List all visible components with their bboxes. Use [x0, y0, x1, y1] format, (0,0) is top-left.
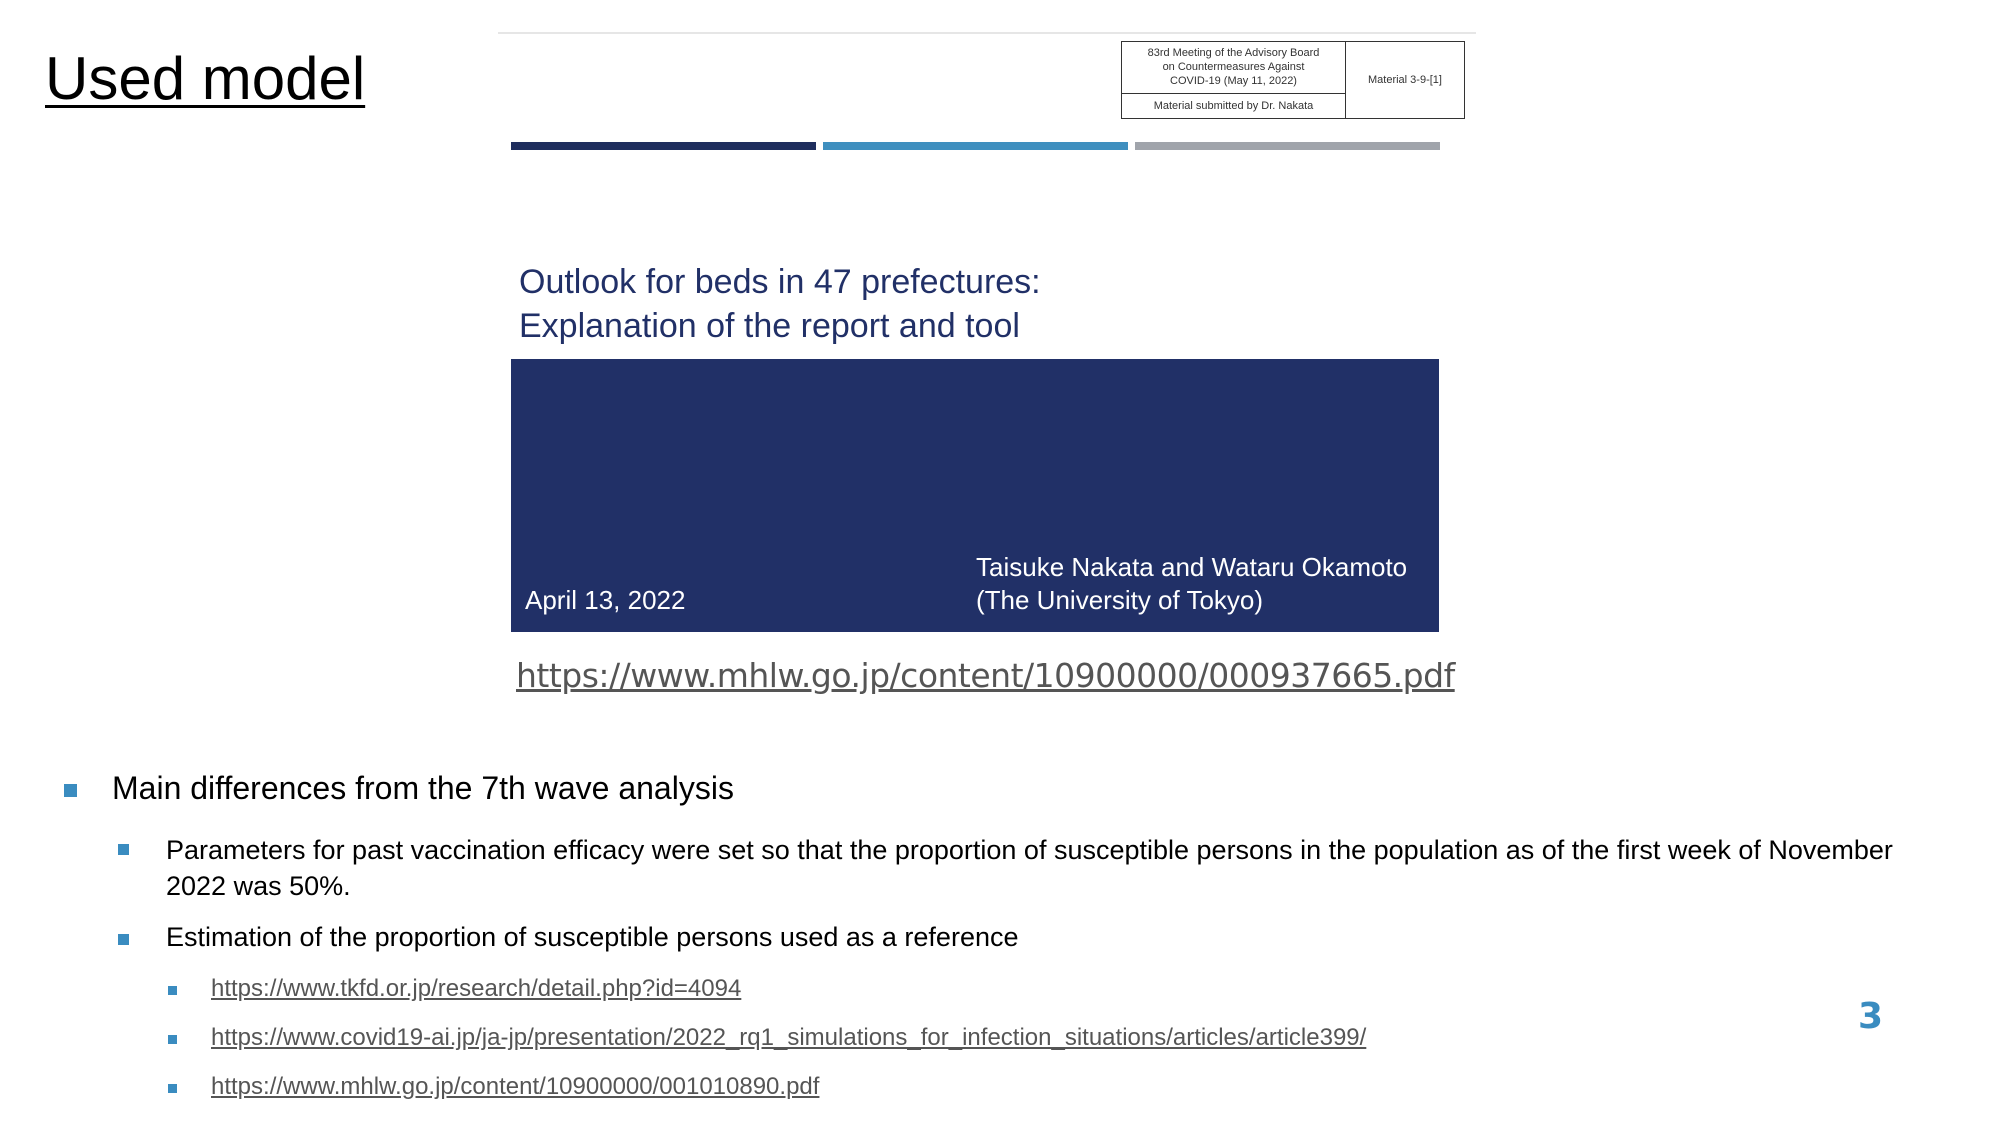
reference-link-3[interactable]: https://www.mhlw.go.jp/content/10900000/001010890.pdf	[211, 1073, 820, 1100]
presentation-date: April 13, 2022	[525, 585, 686, 615]
authors-line1: Taisuke Nakata and Wataru Okamoto	[976, 552, 1408, 582]
bullet-marker	[118, 844, 129, 855]
bullet-marker	[168, 1035, 177, 1044]
material-id: Material 3-9-[1]	[1368, 74, 1442, 86]
bullet-marker	[168, 986, 177, 995]
submitted-by: Material submitted by Dr. Nakata	[1153, 100, 1314, 112]
sub-bullet-2: Estimation of the proportion of susceptible persons used as a reference	[166, 922, 1019, 952]
bullet-marker	[168, 1084, 177, 1093]
decorative-bar-blue	[823, 142, 1128, 150]
presentation-authors	[976, 551, 1407, 617]
slide-title: Used model	[45, 45, 366, 112]
main-bullet: Main differences from the 7th wave analysis	[112, 770, 734, 806]
reference-link-2[interactable]: https://www.covid19-ai.jp/ja-jp/presentation/2022_rq1_simulations_for_infection_situations/articles/article399/	[211, 1024, 1367, 1051]
decorative-bar-gray	[1135, 142, 1440, 150]
reference-link-1[interactable]: https://www.tkfd.or.jp/research/detail.php?id=4094	[211, 975, 742, 1002]
presentation-title-line1: Outlook for beds in 47 prefectures:	[519, 263, 1041, 301]
decorative-bars	[511, 142, 1441, 150]
title-panel	[511, 359, 1439, 632]
sub-bullet-1: Parameters for past vaccination efficacy were set so that the proportion of susceptible persons in the population as of the first week of November 2022 was 50%.	[166, 835, 1893, 901]
meeting-info: 83rd Meeting of the Advisory Board on Countermeasures Against COVID-19 (May 11, 2022)	[1122, 42, 1345, 94]
document-thumbnail	[498, 32, 1476, 632]
bullet-marker	[64, 784, 77, 797]
authors-line2: (The University of Tokyo)	[976, 585, 1264, 615]
page-number: 3	[1858, 996, 1884, 1037]
decorative-bar-dark	[511, 142, 816, 150]
bullet-marker	[118, 934, 129, 945]
reference-link[interactable]: https://www.mhlw.go.jp/content/10900000/000937665.pdf	[516, 656, 1455, 695]
meeting-info-box	[1121, 41, 1465, 119]
thumbnail-top-divider	[498, 32, 1476, 34]
presentation-title	[519, 260, 1041, 348]
presentation-title-line2: Explanation of the report and tool	[519, 307, 1020, 345]
